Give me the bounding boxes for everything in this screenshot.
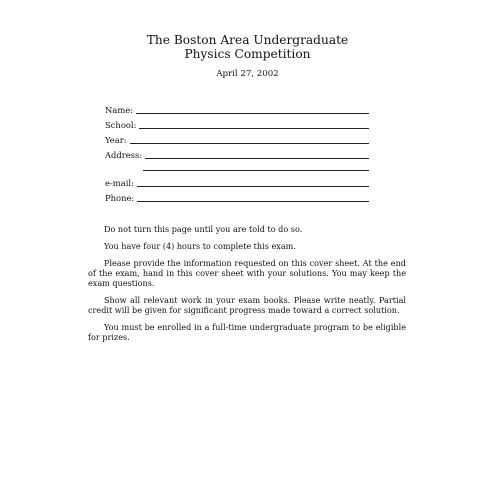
- address-label: Address:: [105, 150, 143, 160]
- instruction-paragraph-3: Please provide the information requested on this cover sheet. At the end of the exam, hand in this cover sheet with your solutions. You may keep the exam questions.: [88, 258, 406, 289]
- instruction-paragraph-4: Show all relevant work in your exam books. Please write neatly. Partial credit will be given for significant progress made toward a correct solution.: [88, 295, 406, 316]
- instruction-paragraph-1: Do not turn this page until you are told to do so.: [104, 224, 303, 234]
- address-field[interactable]: [105, 149, 369, 160]
- year-blank-line[interactable]: [130, 143, 369, 144]
- page-title-line-1: The Boston Area Undergraduate: [146, 33, 349, 47]
- year-label: Year:: [105, 135, 127, 145]
- phone-label: Phone:: [105, 193, 135, 203]
- school-blank-line[interactable]: [139, 128, 369, 129]
- exam-date: April 27, 2002: [216, 69, 279, 79]
- phone-field[interactable]: [105, 192, 369, 203]
- phone-blank-line[interactable]: [137, 201, 369, 202]
- school-label: School:: [105, 120, 137, 130]
- email-field[interactable]: [105, 177, 369, 188]
- year-field[interactable]: [105, 134, 369, 145]
- address-blank-line[interactable]: [145, 158, 369, 159]
- name-label: Name:: [105, 105, 134, 115]
- school-field[interactable]: [105, 119, 369, 130]
- page-title-line-2: Physics Competition: [184, 47, 311, 61]
- name-blank-line[interactable]: [136, 113, 369, 114]
- instruction-paragraph-2: You have four (4) hours to complete this exam.: [104, 241, 296, 251]
- email-blank-line[interactable]: [137, 186, 369, 187]
- name-field[interactable]: [105, 104, 369, 115]
- instruction-paragraph-5: You must be enrolled in a full-time undergraduate program to be eligible for prizes.: [88, 322, 406, 343]
- email-label: e-mail:: [105, 178, 134, 188]
- address-second-blank-line[interactable]: [143, 170, 369, 171]
